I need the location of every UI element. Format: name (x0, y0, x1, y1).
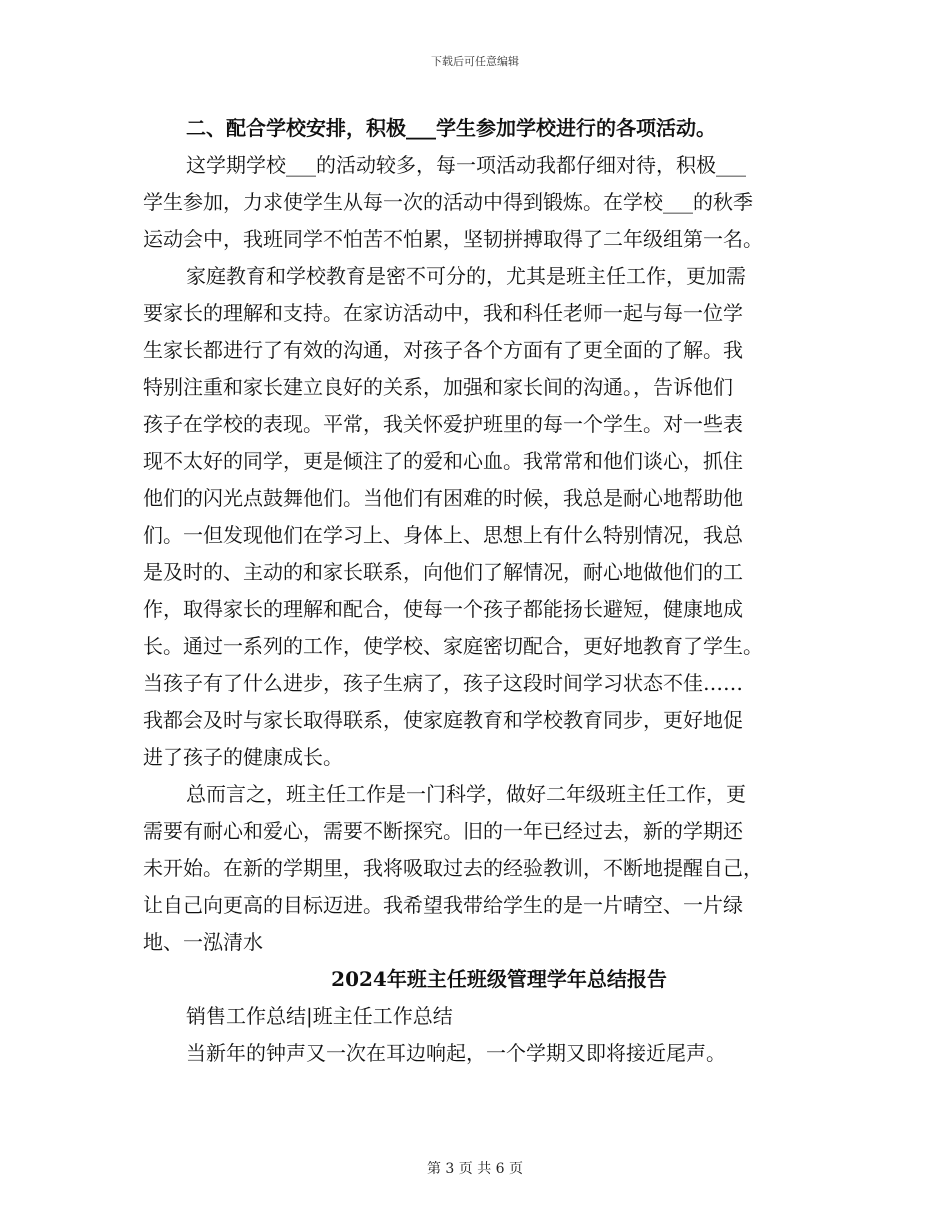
paragraph-line: 让自己向更高的目标迈进。我希望我带给学生的是一片晴空、一片绿 (143, 893, 743, 917)
page-header: 下载后可任意编辑 (431, 55, 519, 68)
category-line: 销售工作总结|班主任工作总结 (186, 1004, 453, 1028)
paragraph-line: 生家长都进行了有效的沟通，对孩子各个方面有了更全面的了解。我 (143, 338, 743, 362)
paragraph-line: 我都会及时与家长取得联系，使家庭教育和学校教育同步，更好地促 (143, 708, 743, 732)
paragraph-line: 未开始。在新的学期里，我将吸取过去的经验教训，不断地提醒自己， (143, 856, 763, 880)
paragraph-line: 作，取得家长的理解和配合，使每一个孩子都能扬长避短，健康地成 (143, 597, 743, 621)
paragraph-line: 们。一但发现他们在学习上、身体上、思想上有什么特别情况，我总 (143, 523, 743, 547)
section-heading: 二、配合学校安排，积极___学生参加学校进行的各项活动。 (186, 116, 716, 140)
paragraph-line: 要家长的理解和支持。在家访活动中，我和科任老师一起与每一位学 (143, 301, 743, 325)
document-body (143, 110, 805, 1072)
paragraph-line: 现不太好的同学，更是倾注了的爱和心血。我常常和他们谈心，抓住 (143, 449, 743, 473)
page-footer: 第 3 页 共 6 页 (426, 1161, 524, 1177)
paragraph-line: 运动会中，我班同学不怕苦不怕累，坚韧拼搏取得了二年级组第一名。 (143, 227, 763, 251)
paragraph-line: 他们的闪光点鼓舞他们。当他们有困难的时候，我总是耐心地帮助他 (143, 486, 743, 510)
paragraph-line: 需要有耐心和爱心，需要不断探究。旧的一年已经过去，新的学期还 (143, 819, 743, 843)
paragraph-line: 总而言之，班主任工作是一门科学，做好二年级班主任工作，更 (186, 782, 746, 806)
paragraph-line: 特别注重和家长建立良好的关系，加强和家长间的沟通。，告诉他们 (143, 375, 733, 399)
paragraph-line: 家庭教育和学校教育是密不可分的，尤其是班主任工作，更加需 (186, 264, 746, 288)
paragraph-line: 当孩子有了什么进步，孩子生病了，孩子这段时间学习状态不佳…… (143, 671, 743, 695)
paragraph-line: 是及时的、主动的和家长联系，向他们了解情况，耐心地做他们的工 (143, 560, 743, 584)
paragraph-line: 学生参加，力求使学生从每一次的活动中得到锻炼。在学校___的秋季 (143, 190, 753, 214)
paragraph-line: 进了孩子的健康成长。 (143, 745, 343, 769)
paragraph-line: 当新年的钟声又一次在耳边响起，一个学期又即将接近尾声。 (186, 1041, 726, 1065)
paragraph-line: 孩子在学校的表现。平常，我关怀爱护班里的每一个学生。对一些表 (143, 412, 743, 436)
paragraph-line: 这学期学校___的活动较多，每一项活动我都仔细对待，积极___ (186, 153, 746, 177)
report-title: 2024年班主任班级管理学年总结报告 (331, 967, 667, 991)
paragraph-line: 长。通过一系列的工作，使学校、家庭密切配合，更好地教育了学生。 (143, 634, 763, 658)
paragraph-line: 地、一泓清水 (143, 930, 263, 954)
